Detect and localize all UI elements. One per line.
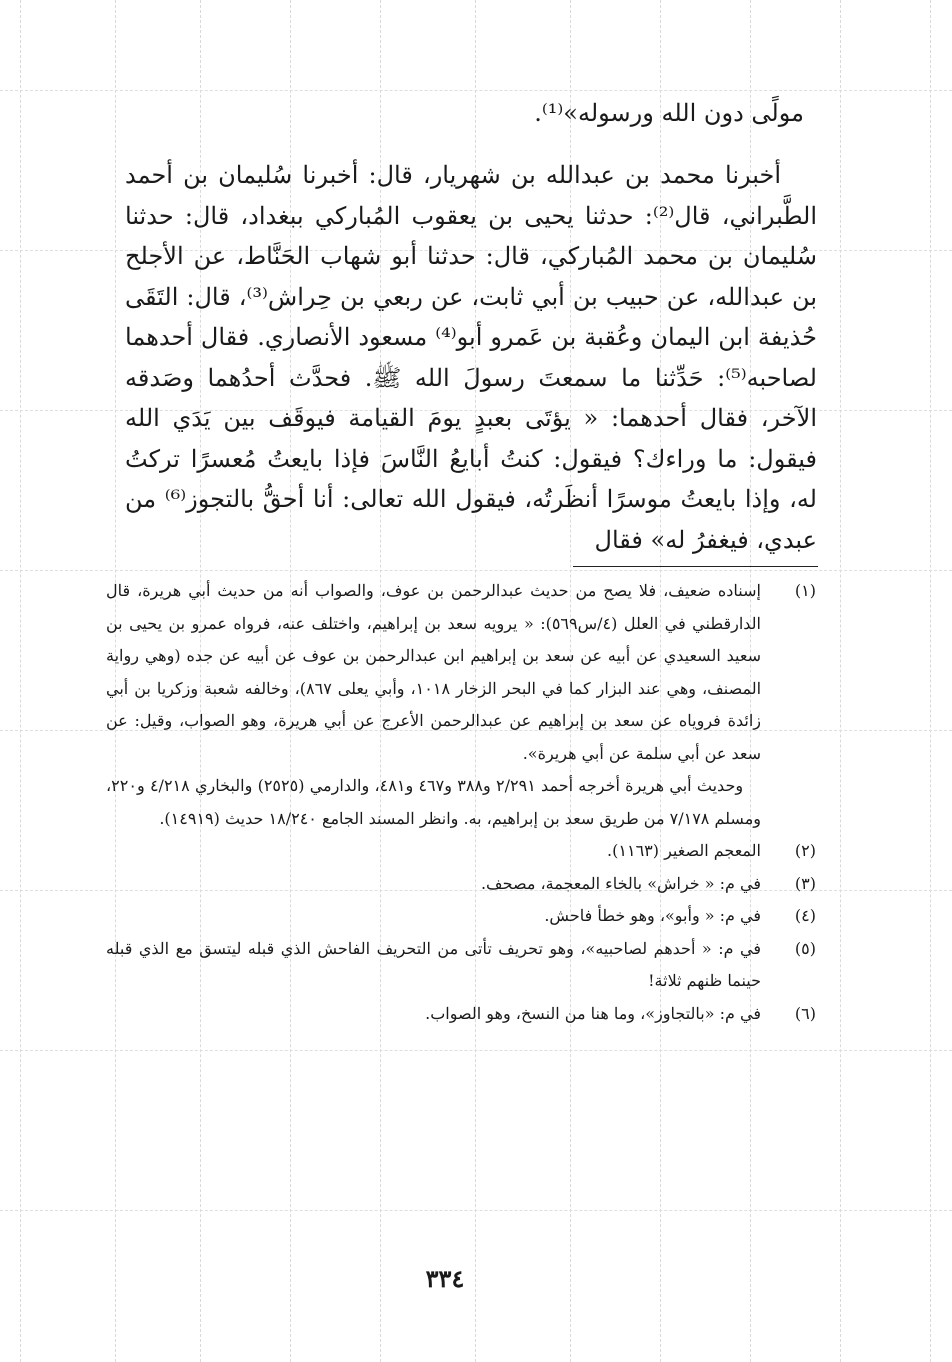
footnote-continuation: وحديث أبي هريرة أخرجه أحمد ٢/٢٩١ و٣٨٨ و٤٦٧ و٤٨١، والدارمي (٢٥٢٥) والبخاري ٤/٢١٨ و٢٢٠، ومسلم ٧/١٧٨ من طريق سعد بن إبراهيم، به. وانظر المسند الجامع ١٨/٢٤٠ حديث (١٤٩١٩). [106,776,761,828]
footnote-number: (٢) [794,841,816,860]
footnote-4 [106,900,816,933]
footnote-text: في م: « وأبو»، وهو خطأ فاحش. [544,906,761,925]
footnote-2 [106,835,816,868]
grid-line [840,0,841,1362]
grid-line [20,0,21,1362]
hadith-paragraph: أخبرنا محمد بن عبدالله بن شهريار، قال: أخبرنا سُليمان بن أحمد الطَّبراني، قال⁽²⁾: حدثنا يحيى بن يعقوب المُباركي ببغداد، قال: حدثنا سُليمان بن محمد المُباركي، قال: حدثنا أبو شهاب الحَنَّاط، عن الأجلح بن عبدالله، عن حبيب بن أبي ثابت، عن ربعي بن حِراش⁽³⁾، قال: التَقَى حُذيفة ابن اليمان وعُقبة بن عَمرو أبو⁽⁴⁾ مسعود الأنصاري. فقال أحدهما لصاحبه⁽⁵⁾: حَدِّثنا ما سمعتَ رسولَ الله ﷺ. فحدَّث أحدُهما وصَدقه الآخر، فقال أحدهما: « يؤتَى بعبدٍ يومَ القيامة فيوقَف بين يَدَي الله فيقول: ما وراءك؟ فيقول: كنتُ أبايعُ النَّاسَ فإذا بايعتُ مُعسرًا تركتُ له، وإذا بايعتُ موسرًا أنظَرتُه، فيقول الله تعالى: أنا أحقُّ بالتجوز⁽⁶⁾ من عبدي، فيغفرُ له» فقال [125,161,818,554]
footnote-number: (٦) [794,1003,816,1023]
footnote-number: (٤) [794,906,816,925]
footnote-separator [573,566,818,567]
footnote-5 [106,933,816,998]
footnote-number: (١) [794,581,816,600]
footnote-1 [106,575,816,835]
footnote-text: في م: « خراش» بالخاء المعجمة، مصحف. [480,873,761,893]
grid-line [0,570,952,571]
footnote-number: (٥) [794,938,816,958]
footnote-number: (٣) [794,873,816,893]
footnote-3 [106,868,816,901]
footnotes [106,575,816,1030]
grid-line [0,1050,952,1051]
opening-line: مولًى دون الله ورسوله»⁽¹⁾. [534,99,804,127]
footnote-text: إسناده ضعيف، فلا يصح من حديث عبدالرحمن بن عوف، والصواب أنه من حديث أبي هريرة، قال الدارقطني في العلل (٤/س٥٦٩): « يرويه سعد بن إبراهيم، واختلف عنه، فرواه عمرو بن يحيى بن سعيد السعيدي عن أبيه عن سعد بن إبراهيم ابن عبدالرحمن بن عوف عن أبيه عن جده (وهي رواية المصنف، وهي عند البزار كما في البحر الزخار ١٠١٨، وأبي يعلى ٨٦٧)، وخالفه شعبة وزكريا بن أبي زائدة فروياه عن سعد بن إبراهيم عن عبدالرحمن الأعرج عن أبي هريرة، وهو الصواب، وقيل: عن سعد عن أبي سلمة عن أبي هريرة». [106,581,762,763]
page-number: ٣٣٤ [425,1264,465,1293]
grid-line [930,0,931,1362]
footnote-text: في م: «بالتجاوز»، وما هنا من النسخ، وهو الصواب. [425,1003,761,1023]
main-text [125,155,817,560]
footnote-text: في م: « أحدهم لصاحبيه»، وهو تحريف تأتى من التحريف الفاحش الذي قبله ليتسق مع الذي قبله حينما ظنهم ثلاثة! [106,938,761,990]
footnote-6 [106,998,816,1031]
grid-line [0,1210,952,1211]
footnote-text: المعجم الصغير (١١٦٣). [607,841,761,860]
grid-line [0,90,952,91]
